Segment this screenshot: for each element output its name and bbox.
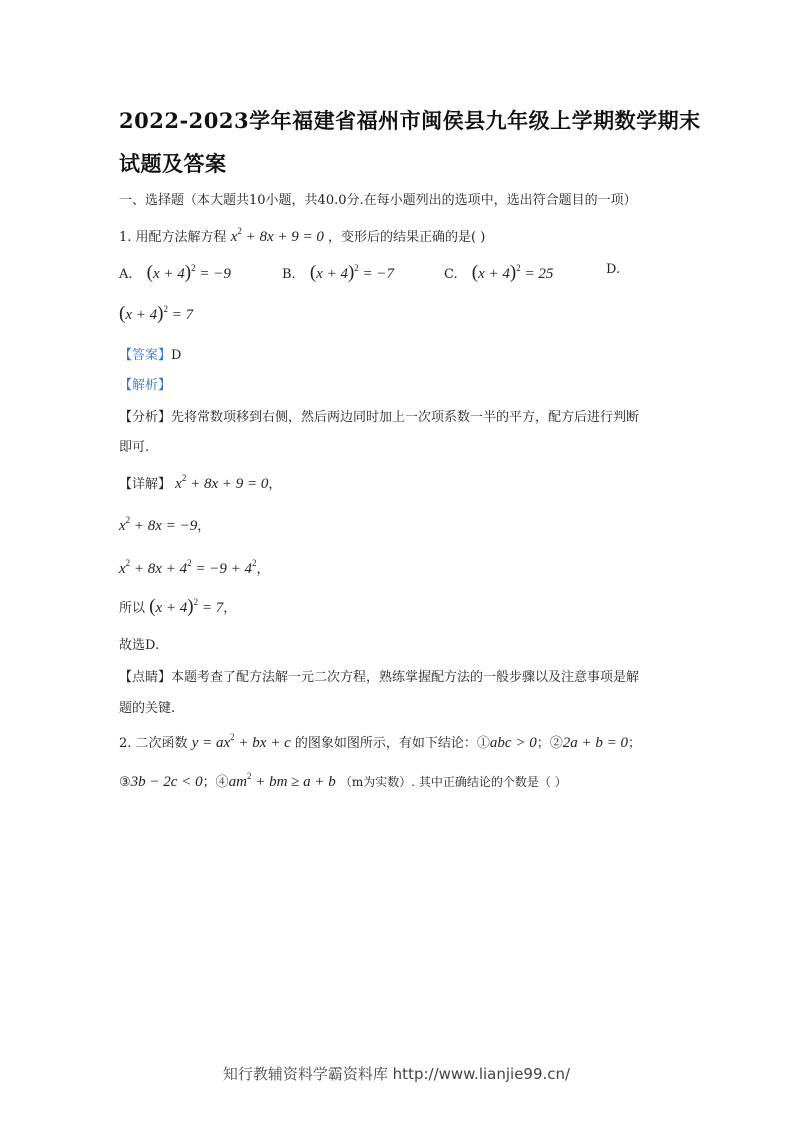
q1-suffix: ，变形后的结果正确的是( ): [328, 230, 486, 245]
comment-line1: [119, 666, 639, 685]
option-expr: $(x + 4)^2 = -9$: [146, 262, 231, 283]
section-heading: 一、选择题（本大题共10小题，共40.0分.在每小题列出的选项中，选出符合题目的一项）: [119, 193, 637, 208]
q2-conclusion-2: 2a + b = 0: [562, 735, 628, 751]
comment-tag: 【点睛】: [119, 670, 172, 685]
comment-line2: 题的关键.: [119, 701, 176, 716]
step4-suffix: ，: [223, 601, 237, 616]
q1-answer: [119, 344, 181, 363]
q1-option-a: [119, 262, 231, 284]
q1-prefix: 1. 用配方法解方程: [119, 230, 227, 245]
q2-sep3: ；④: [202, 775, 229, 790]
q2-conclusion-3: 3b − 2c < 0: [130, 774, 203, 790]
doc-title-line2: 试题及答案: [119, 151, 227, 176]
q2-sep1: ；②: [536, 736, 563, 751]
detail-conclusion: 故选D.: [119, 638, 160, 653]
q1-option-d: [119, 303, 193, 325]
detail-step1: [119, 473, 281, 493]
comment-text: 本题考查了配方法解一元二次方程，熟练掌握配方法的一般步骤以及注意事项是解: [171, 670, 640, 685]
fenxi-line1: [119, 406, 639, 425]
detail-tag: 【详解】: [119, 477, 172, 492]
detail-step3: [119, 558, 269, 578]
analysis-tag: 【解析】: [119, 378, 172, 393]
fenxi-tag: 【分析】: [119, 410, 172, 425]
option-label: A.: [119, 267, 133, 282]
q1-equation: $x^2 + 8x + 9 = 0$: [230, 226, 324, 245]
fenxi-text: 先将常数项移到右侧，然后两边同时加上一次项系数一半的平方，配方后进行判断: [171, 410, 640, 425]
detail-step2: [119, 515, 210, 535]
q1-option-d-label: D.: [606, 262, 621, 277]
step3-suffix: ，: [256, 562, 270, 577]
step2-suffix: ，: [197, 519, 211, 534]
q1-option-c: [444, 262, 553, 284]
q1-option-b: [282, 262, 394, 284]
option-expr: $(x + 4)^2 = -7$: [309, 262, 395, 283]
q2-conclusion-4: $am^2$ + bm ≥ a + b: [228, 771, 336, 790]
step4-expr: $(x + 4)^2 = 7$: [149, 596, 224, 617]
step2-expr: $x^2 + 8x = -9$: [119, 515, 198, 534]
q2-note: （m为实数）. 其中正确结论的个数是（ ）: [339, 775, 567, 789]
footer-watermark: 知行教辅资料学霸资料库 http://www.lianjie99.cn/: [222, 1065, 571, 1083]
step1-expr: $x^2 + 8x + 9 = 0$: [175, 473, 269, 492]
step3-expr: $x^2 + 8x + 4^2 = -9 + 4^2$: [119, 558, 257, 577]
question-1: [119, 226, 485, 246]
doc-title-line1: 2022-2023学年福建省福州市闽侯县九年级上学期数学期末: [119, 108, 701, 133]
q2-sep2: ；: [627, 736, 641, 751]
option-label: B.: [282, 267, 296, 282]
q2-circle-3: ③: [119, 775, 131, 790]
q2-conclusion-1: abc > 0: [489, 735, 537, 751]
q2-function: $y = ax^2$ + bx + c: [191, 732, 291, 751]
answer-tag: 【答案】: [119, 348, 172, 363]
q2-mid: 的图象如图所示，有如下结论：①: [294, 736, 490, 751]
option-label: C.: [444, 267, 458, 282]
fenxi-line2: 即可.: [119, 440, 150, 455]
q2-prefix: 2. 二次函数: [119, 736, 188, 751]
question-2: [119, 732, 641, 752]
step4-prefix: 所以: [119, 601, 146, 616]
option-expr: $(x + 4)^2 = 7$: [119, 303, 194, 324]
question-2-line2: [119, 771, 567, 791]
answer-value: D: [171, 348, 182, 363]
step1-suffix: ，: [268, 477, 282, 492]
detail-step4: [119, 596, 236, 618]
option-expr: $(x + 4)^2 = 25$: [471, 262, 554, 283]
